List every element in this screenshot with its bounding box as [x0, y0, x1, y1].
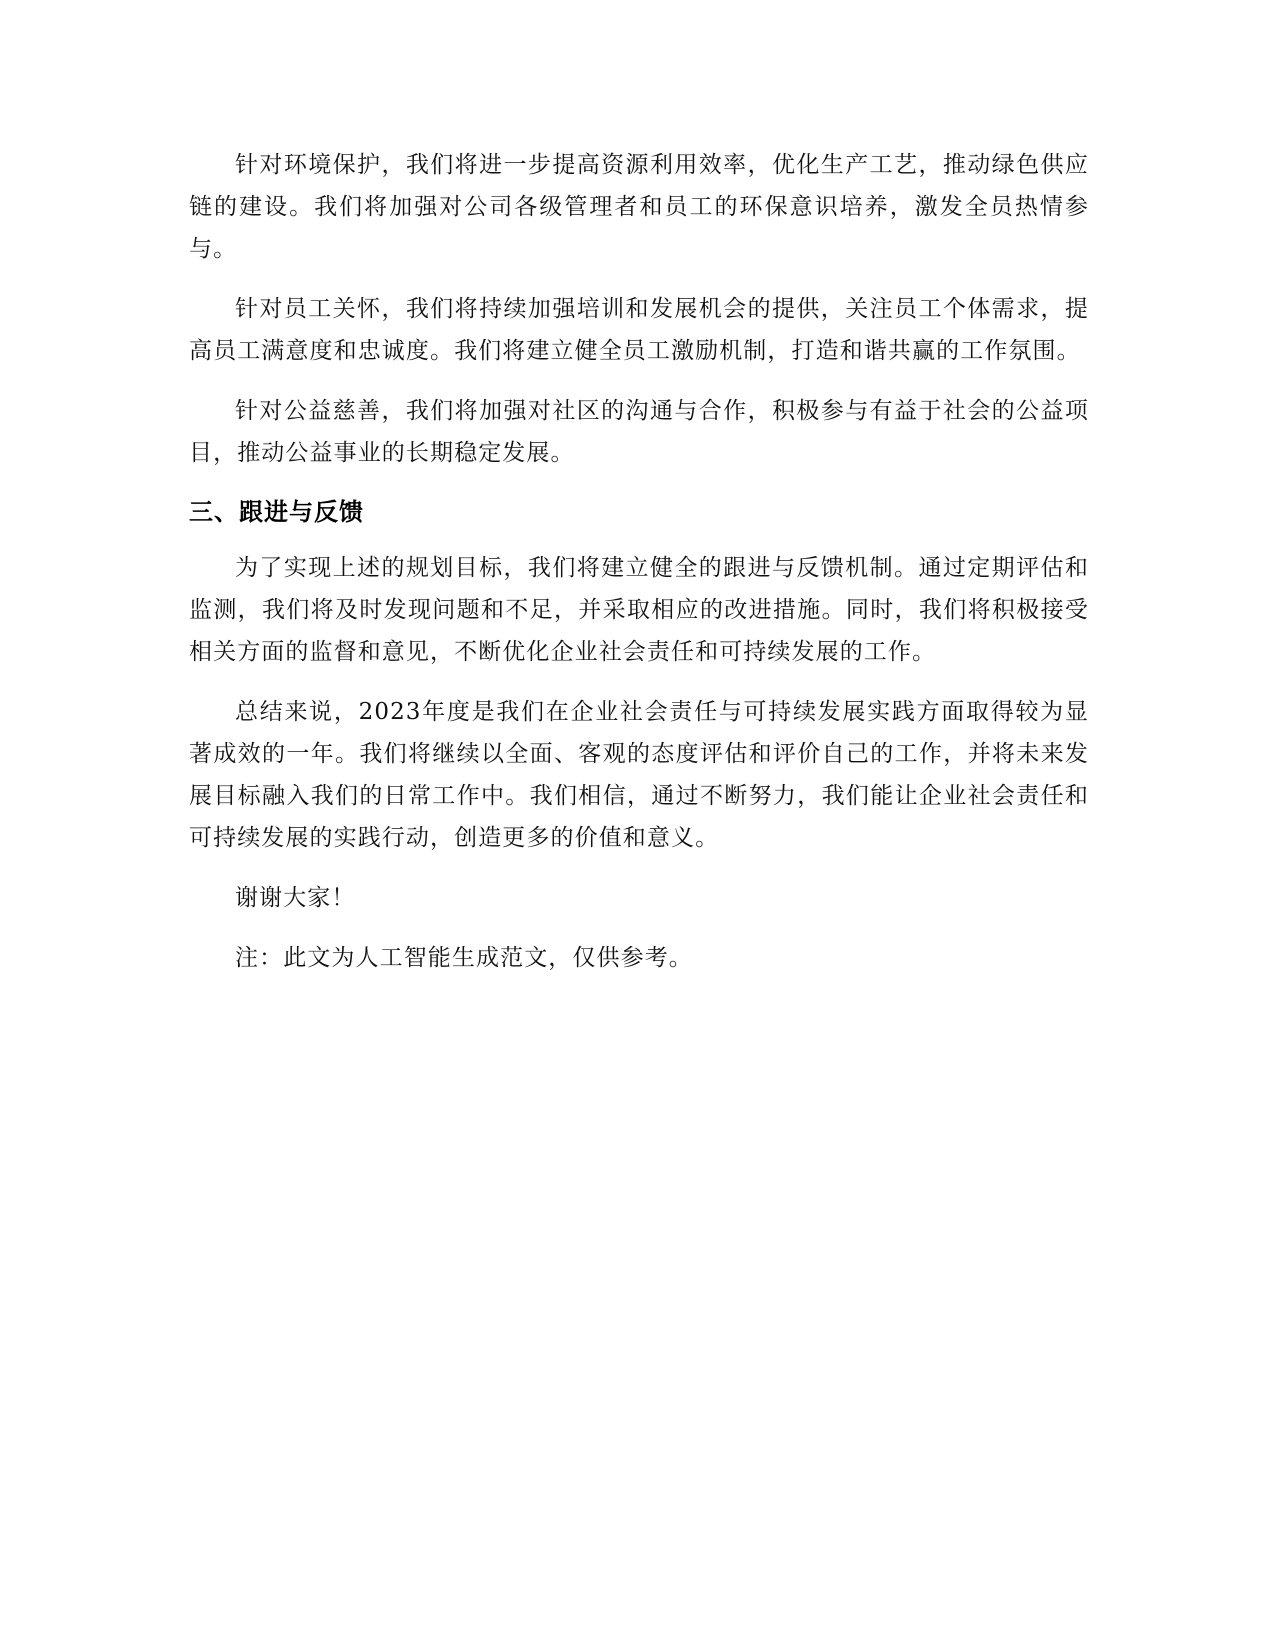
paragraph-environment: 针对环境保护，我们将进一步提高资源利用效率，优化生产工艺，推动绿色供应链的建设。我们将加强对公司各级管理者和员工的环保意识培养，激发全员热情参与。	[189, 152, 1089, 262]
paragraph-thanks: 谢谢大家！	[235, 885, 356, 911]
section-heading: 三、跟进与反馈	[189, 498, 364, 526]
paragraph-charity: 针对公益慈善，我们将加强对社区的沟通与合作，积极参与有益于社会的公益项目，推动公益事业的长期稳定发展。	[189, 398, 1089, 466]
document-body	[189, 144, 1089, 997]
paragraph-note: 注：此文为人工智能生成范文，仅供参考。	[235, 945, 693, 971]
paragraph-summary: 总结来说，2023年度是我们在企业社会责任与可持续发展实践方面取得较为显著成效的一年。我们将继续以全面、客观的态度评估和评价自己的工作，并将未来发展目标融入我们的日常工作中。我们相信，通过不断努力，我们能让企业社会责任和可持续发展的实践行动，创造更多的价值和意义。	[189, 699, 1089, 851]
paragraph-follow-up: 为了实现上述的规划目标，我们将建立健全的跟进与反馈机制。通过定期评估和监测，我们将及时发现问题和不足，并采取相应的改进措施。同时，我们将积极接受相关方面的监督和意见，不断优化企业社会责任和可持续发展的工作。	[189, 555, 1089, 665]
paragraph-employee-care: 针对员工关怀，我们将持续加强培训和发展机会的提供，关注员工个体需求，提高员工满意度和忠诚度。我们将建立健全员工激励机制，打造和谐共赢的工作氛围。	[189, 296, 1089, 364]
